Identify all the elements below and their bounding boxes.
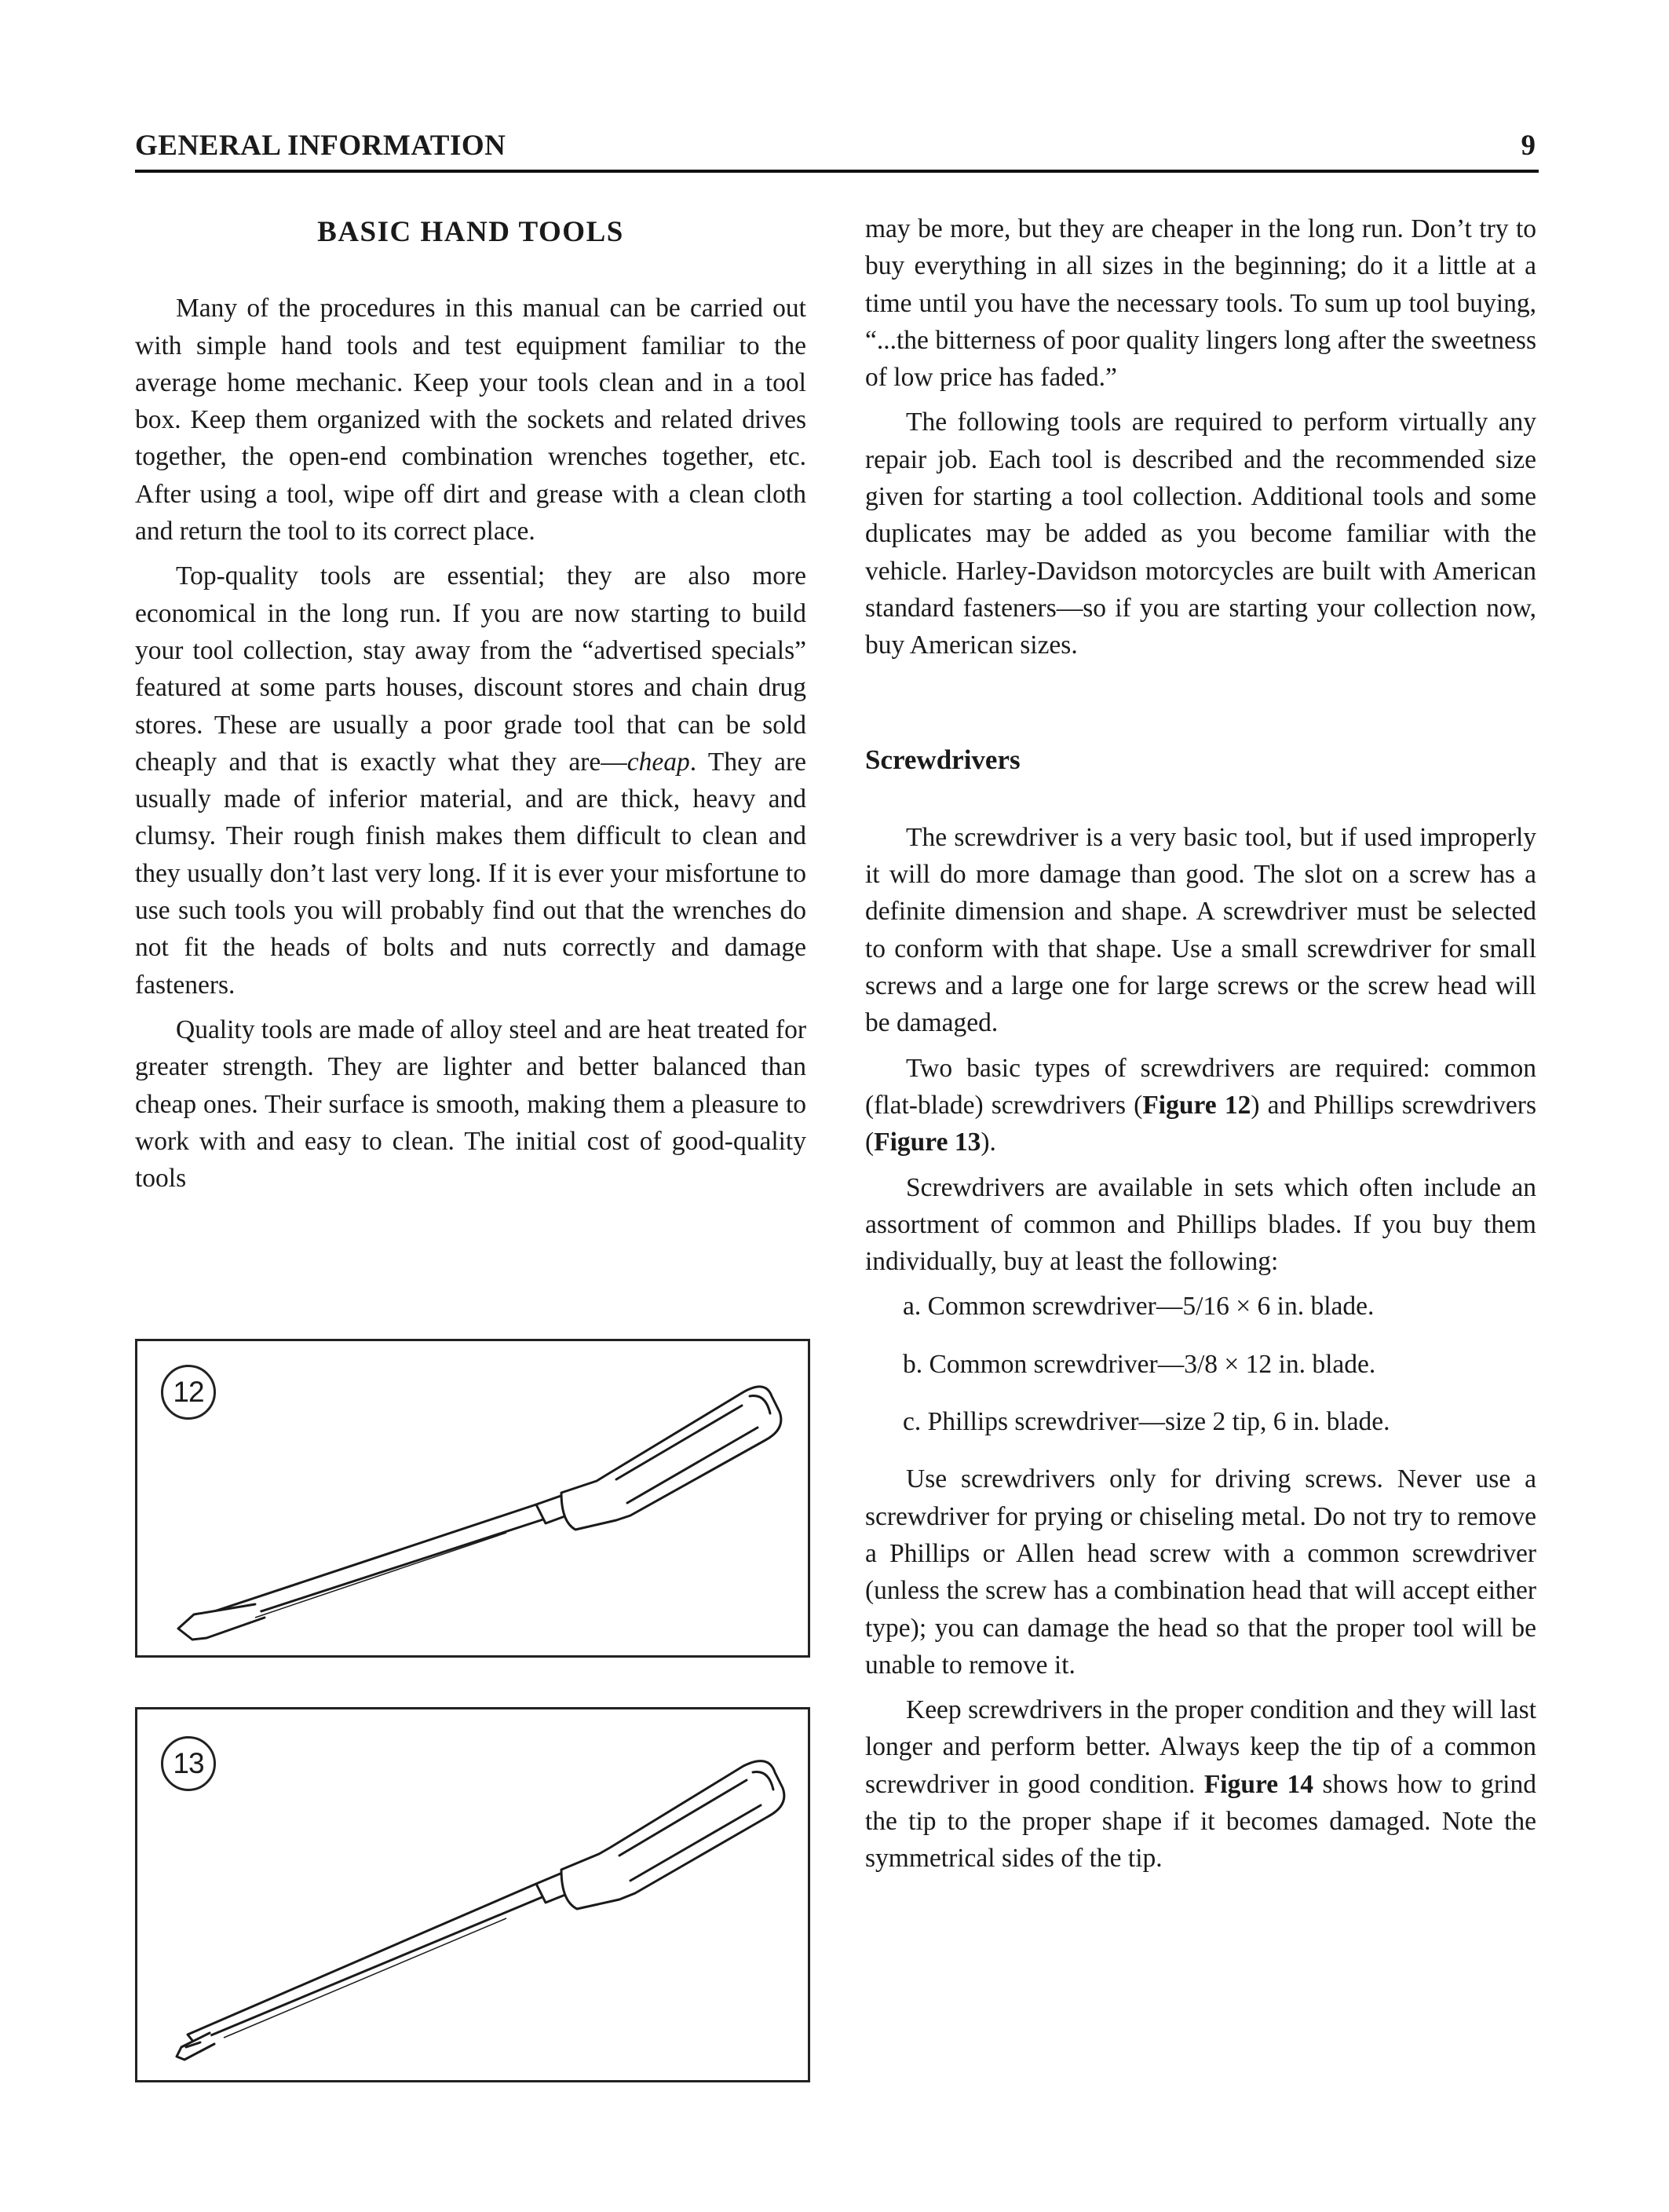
- paragraph: may be more, but they are cheaper in the long run. Don’t try to buy everything in all sizes in the beginning; do it a little at a time until you have the necessary tools. To sum up tool buying, “...the bitterness of poor quality lingers long after the sweetness of low price has faded.”: [865, 214, 1536, 393]
- left-column: [135, 210, 806, 1205]
- figure-number-badge: 12: [161, 1365, 216, 1420]
- figure-number-badge: 13: [161, 1736, 216, 1791]
- section-heading: BASIC HAND TOOLS: [317, 216, 624, 248]
- emphasis-text: cheap: [626, 747, 690, 777]
- paragraph: Two basic types of screwdrivers are required: common (flat-blade) screwdrivers (Figure 12) and Phillips screwdrivers (Figure 13).: [865, 1053, 1536, 1157]
- paragraph: Use screwdrivers only for driving screws. Never use a screwdriver for prying or chiseling metal. Do not try to remove a Phillips or Allen head screw with a common screwdriver (unless the screw has a combination head that will accept either type); you can damage the head so that the proper tool will be unable to remove it.: [865, 1464, 1536, 1680]
- phillips-screwdriver-icon: [137, 1709, 808, 2080]
- paragraph: The following tools are required to perform virtually any repair job. Each tool is described and the recommended size given for starting a tool collection. Additional tools and some duplicates may be added as you become familiar with the vehicle. Harley-Davidson motorcycles are built with American standard fasteners—so if you are starting your collection now, buy American sizes.: [865, 408, 1536, 660]
- figure-reference: Figure 12: [1142, 1090, 1251, 1120]
- list-item: a. Common screwdriver—5/16 × 6 in. blade.: [903, 1292, 1375, 1322]
- paragraph: Top-quality tools are essential; they are also more economical in the long run. If you are now starting to build your tool collection, stay away from the “advertised specials” featured at some parts houses, discount stores and chain drug stores. These are usually a poor grade tool that can be sold cheaply and that is exactly what they are—cheap. They are usually made of inferior material, and are thick, heavy and clumsy. Their rough finish makes them difficult to clean and they usually don’t last very long. If it is ever your misfortune to use such tools you will probably find out that the wrenches do not fit the heads of bolts and nuts correctly and damage fasteners.: [135, 561, 807, 1000]
- figure-reference: Figure 14: [1203, 1769, 1314, 1799]
- figure-13: [135, 1707, 810, 2082]
- flat-blade-screwdriver-icon: [137, 1341, 808, 1655]
- figure-reference: Figure 13: [874, 1128, 981, 1157]
- paragraph: The screwdriver is a very basic tool, but if used improperly it will do more damage than good. The slot on a screw has a definite dimension and shape. A screwdriver must be selected to conform with that shape. Use a small screwdriver for small screws and a large one for large screws or the screw head will be damaged.: [865, 822, 1536, 1038]
- paragraph: Screwdrivers are available in sets which often include an assortment of common and Phillips blades. If you buy them individually, buy at least the following:: [865, 1172, 1536, 1277]
- paragraph: Keep screwdrivers in the proper condition and they will last longer and perform better. Always keep the tip of a common screwdriver in good condition. Figure 14 shows how to grind the tip to the proper shape if it becomes damaged. Note the symmetrical sides of the tip.: [865, 1695, 1536, 1874]
- list-item: b. Common screwdriver—3/8 × 12 in. blade.: [903, 1349, 1376, 1379]
- list-item: c. Phillips screwdriver—size 2 tip, 6 in. blade.: [903, 1407, 1390, 1437]
- paragraph: Quality tools are made of alloy steel and are heat treated for greater strength. They are lighter and better balanced than cheap ones. Their surface is smooth, making them a pleasure to work with and easy to clean. The initial cost of good-quality tools: [135, 1015, 806, 1194]
- paragraph: Many of the procedures in this manual can be carried out with simple hand tools and test equipment familiar to the average home mechanic. Keep your tools clean and in a tool box. Keep them organized with the sockets and related drives together, the open-end combination wrenches together, etc. After using a tool, wipe off dirt and grease with a clean cloth and return the tool to its correct place.: [135, 294, 806, 547]
- right-column: [865, 210, 1536, 1885]
- running-head: [135, 126, 1539, 173]
- page-number: 9: [1521, 130, 1536, 162]
- subheading: Screwdrivers: [865, 744, 1021, 775]
- figure-12: [135, 1339, 810, 1658]
- section-title: GENERAL INFORMATION: [135, 130, 506, 162]
